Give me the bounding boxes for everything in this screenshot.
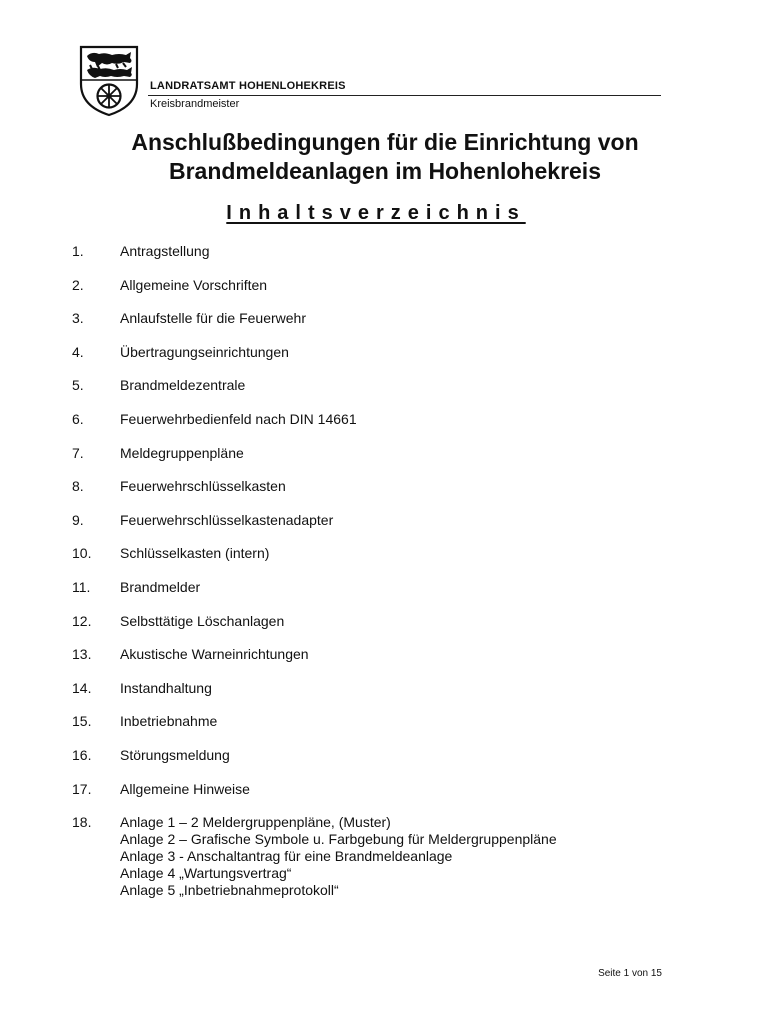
annex-item: Anlage 4 „Wartungsvertrag“	[120, 865, 292, 881]
toc-item	[72, 680, 712, 714]
org-department: Kreisbrandmeister	[150, 98, 240, 110]
annex-item: Anlage 5 „Inbetriebnahmeprotokoll“	[120, 882, 339, 898]
toc-label: Allgemeine Hinweise	[120, 780, 250, 797]
title-line-2: Brandmeldeanlagen im Hohenlohekreis	[168, 158, 601, 184]
toc-number: 1.	[72, 243, 84, 259]
header-rule	[148, 95, 661, 96]
toc-label: Feuerwehrschlüsselkasten	[120, 478, 286, 495]
annex-item: Anlage 1 – 2 Meldergruppenpläne, (Muster)	[120, 814, 391, 830]
toc-item	[72, 613, 712, 647]
toc-label: Brandmelder	[120, 578, 201, 595]
toc-number: 2.	[72, 276, 84, 293]
toc-label: Allgemeine Vorschriften	[120, 276, 268, 293]
coat-of-arms-logo	[78, 44, 140, 118]
toc-number: 6.	[72, 410, 84, 427]
toc-label: Antragstellung	[120, 243, 210, 259]
toc-number: 4.	[72, 343, 84, 360]
toc-item	[72, 478, 712, 512]
toc-label: Übertragungseinrichtungen	[120, 343, 289, 360]
toc-item	[72, 445, 712, 479]
toc-label: Störungsmeldung	[120, 746, 230, 763]
toc-item	[72, 713, 712, 747]
toc-label: Meldegruppenpläne	[120, 444, 244, 461]
toc-number: 15.	[72, 713, 92, 730]
toc-number: 13.	[72, 646, 92, 663]
document-title	[40, 128, 730, 186]
page-number: Seite 1 von 15	[598, 968, 662, 979]
annex-item: Anlage 2 – Grafische Symbole u. Farbgebung für Meldergruppenpläne	[120, 831, 557, 847]
toc-item-annexes	[72, 814, 732, 899]
toc-number: 9.	[72, 511, 84, 528]
toc-number: 14.	[72, 679, 92, 696]
toc-item	[72, 781, 712, 815]
toc-number: 3.	[72, 310, 84, 327]
toc-item	[72, 310, 712, 344]
toc-item	[72, 277, 712, 311]
toc-item	[72, 411, 712, 445]
toc-number: 17.	[72, 780, 92, 797]
toc-number: 11.	[72, 578, 91, 595]
toc-item	[72, 747, 712, 781]
annex-list	[120, 814, 557, 899]
toc-label: Inbetriebnahme	[120, 713, 218, 730]
toc-item	[72, 243, 712, 277]
toc-number: 12.	[72, 612, 92, 629]
toc-label: Feuerwehrbedienfeld nach DIN 14661	[120, 410, 357, 427]
toc-label: Instandhaltung	[120, 679, 212, 696]
toc-item	[72, 545, 712, 579]
toc-item	[72, 579, 712, 613]
toc-list	[72, 243, 712, 814]
toc-item	[72, 512, 712, 546]
toc-number: 5.	[72, 377, 84, 394]
toc-heading: Inhaltsverzeichnis	[226, 202, 526, 224]
toc-item	[72, 377, 712, 411]
toc-number: 16.	[72, 746, 92, 763]
toc-label: Schlüsselkasten (intern)	[120, 545, 270, 562]
toc-label: Anlaufstelle für die Feuerwehr	[120, 310, 306, 327]
toc-item	[72, 646, 712, 680]
annex-item: Anlage 3 - Anschaltantrag für eine Brandmeldeanlage	[120, 848, 453, 864]
toc-item	[72, 344, 712, 378]
title-line-1: Anschlußbedingungen für die Einrichtung von	[131, 129, 639, 155]
toc-label: Akustische Warneinrichtungen	[120, 646, 309, 663]
toc-number: 18.	[72, 814, 92, 830]
toc-number: 10.	[72, 545, 92, 562]
toc-label: Brandmeldezentrale	[120, 377, 246, 394]
toc-label: Selbsttätige Löschanlagen	[120, 612, 285, 629]
toc-label: Feuerwehrschlüsselkastenadapter	[120, 511, 334, 528]
org-name: LANDRATSAMT HOHENLOHEKREIS	[150, 80, 346, 92]
toc-number: 7.	[72, 444, 84, 461]
toc-number: 8.	[72, 478, 84, 495]
